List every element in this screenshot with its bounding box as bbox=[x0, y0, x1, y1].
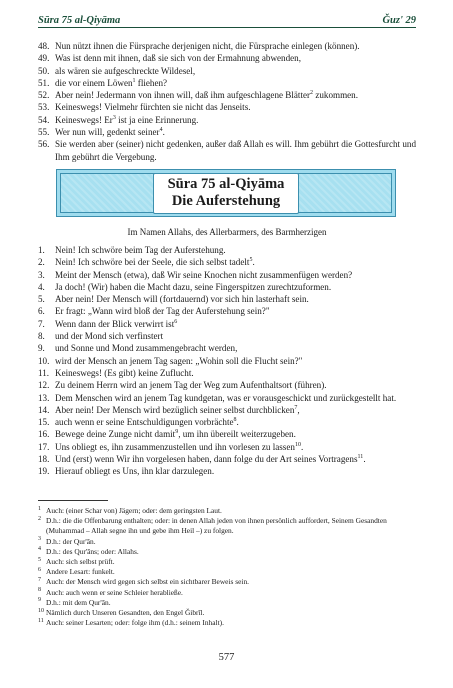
verse-text bbox=[55, 65, 416, 77]
verse-text bbox=[55, 293, 416, 305]
verse-text bbox=[55, 355, 416, 367]
verse-row bbox=[38, 416, 416, 428]
verse-row bbox=[38, 77, 416, 89]
verse-text bbox=[55, 269, 416, 281]
verse-text-segment: Was ist denn mit ihnen, daß sie sich von der Ermahnung abwenden, bbox=[55, 53, 302, 64]
verse-text bbox=[55, 126, 416, 138]
verse-row bbox=[38, 305, 416, 317]
verse-row bbox=[38, 52, 416, 64]
verse-number: 9. bbox=[38, 343, 45, 354]
verse-text bbox=[55, 52, 416, 64]
verse-text bbox=[55, 101, 416, 113]
verse-text-segment: fliehen? bbox=[135, 77, 168, 88]
verse-text-segment: auch wenn er seine Entschuldigungen vorbrächte bbox=[55, 417, 234, 428]
verse-text-segment: . bbox=[300, 441, 304, 452]
verse-text-segment: Wer nun will, gedenkt seiner bbox=[55, 127, 160, 138]
page-number: 577 bbox=[218, 652, 235, 663]
verse-text bbox=[55, 244, 416, 256]
verse-row bbox=[38, 392, 416, 404]
footnote-marker[interactable]: 1 bbox=[132, 77, 136, 84]
verse-number: 48. bbox=[38, 41, 50, 51]
footnote-text: Auch: auch wenn er seine Schleier herabließe. bbox=[46, 587, 183, 597]
footnote: 1 Auch: (einer Schar von) Jägern; oder: dem geringsten Laut. bbox=[38, 505, 222, 515]
footnote-marker[interactable]: 10 bbox=[294, 441, 301, 448]
footnote-marker[interactable]: 2 bbox=[310, 90, 314, 97]
verse-text-segment: als wären sie aufgeschreckte Wildesel, bbox=[55, 65, 196, 76]
verse-row bbox=[38, 293, 416, 305]
footnote: 6 Andere Lesart: funkelt. bbox=[38, 566, 115, 577]
verse-row bbox=[38, 89, 416, 101]
verse-number: 56. bbox=[38, 139, 50, 150]
verse-number: 6. bbox=[38, 306, 45, 317]
verse-text-segment: Zu deinem Herrn wird an jenem Tag der Weg zum Aufenthaltsort (führen). bbox=[55, 380, 327, 391]
footnote-marker[interactable]: 4 bbox=[159, 127, 163, 134]
verse-text-segment: Bewege deine Zunge nicht damit bbox=[55, 429, 176, 440]
footnote-text: Andere Lesart: funkelt. bbox=[46, 567, 115, 577]
footnote: 9 D.h.: mit dem Qur'ān. bbox=[38, 597, 111, 607]
verse-number: 7. bbox=[38, 318, 45, 329]
footnote: 10 Nämlich durch Unseren Gesandten, den Engel Ǧibrīl. bbox=[38, 607, 205, 618]
footnote-text: D.h.: mit dem Qur'ān. bbox=[46, 597, 111, 607]
verses-list-sura-75 bbox=[38, 244, 416, 478]
verse-number: 17. bbox=[38, 441, 50, 452]
verse-text-segment: Uns obliegt es, ihn zusammenzustellen und ihn vorlesen zu lassen bbox=[55, 441, 295, 452]
verse-text-segment: die vor einem Löwen bbox=[55, 77, 133, 88]
verse-text-segment: . bbox=[236, 417, 239, 428]
verse-row bbox=[38, 114, 416, 126]
sura-title-banner bbox=[56, 169, 396, 217]
verse-text-segment: Dem Menschen wird an jenem Tag kundgetan, was er vorausgeschickt und zurückgestellt hat. bbox=[55, 392, 397, 403]
verse-text bbox=[55, 404, 416, 416]
footnote-text: Auch: der Mensch wird gegen sich selbst ein sichtbarer Beweis sein. bbox=[46, 577, 249, 587]
verse-row bbox=[38, 65, 416, 77]
header-rule bbox=[38, 27, 416, 28]
footnote-marker[interactable]: 7 bbox=[294, 404, 298, 411]
verse-text bbox=[55, 305, 416, 317]
basmala: Im Namen Allahs, des Allerbarmers, des Barmherzigen bbox=[127, 227, 327, 237]
verse-number: 1. bbox=[38, 245, 45, 255]
verse-number: 3. bbox=[38, 269, 45, 280]
verse-text-segment: Aber nein! Der Mensch will (fortdauernd) vor sich hin lasterhaft sein. bbox=[55, 294, 309, 305]
verse-text-segment: Aber nein! Jedermann von ihnen will, daß ihm aufgeschlagene Blätter bbox=[55, 90, 311, 101]
verse-text-segment: Nun nützt ihnen die Fürsprache derjenigen nicht, die Fürsprache einlegen (können). bbox=[55, 41, 360, 51]
footnote-text: Auch: (einer Schar von) Jägern; oder: dem geringsten Laut. bbox=[46, 506, 222, 515]
verse-number: 49. bbox=[38, 53, 50, 64]
verse-text-segment: Keineswegs! Er bbox=[55, 114, 113, 125]
verse-text-segment: Meint der Mensch (etwa), daß Wir seine Knochen nicht zusammenfügen werden? bbox=[55, 269, 353, 280]
verse-row bbox=[38, 244, 416, 256]
verse-text-segment: Und (erst) wenn Wir ihn vorgelesen haben, dann folge du der Art seines Vortragens bbox=[55, 454, 358, 465]
verse-row bbox=[38, 126, 416, 138]
verse-text bbox=[55, 342, 416, 354]
banner-plate bbox=[153, 173, 300, 214]
footnotes-list bbox=[38, 506, 416, 628]
verse-text bbox=[55, 89, 416, 101]
verse-number: 54. bbox=[38, 114, 50, 125]
verse-row bbox=[38, 256, 416, 268]
verse-text-segment: , bbox=[297, 404, 300, 415]
verse-row bbox=[38, 281, 416, 293]
footnote: 7 Auch: der Mensch wird gegen sich selbst ein sichtbarer Beweis sein. bbox=[38, 576, 249, 587]
verse-text bbox=[55, 318, 416, 330]
running-header bbox=[38, 5, 416, 27]
verse-text-segment: zukommen. bbox=[313, 90, 359, 101]
verse-text-segment: . bbox=[162, 127, 165, 138]
footnote: 11 Auch: seiner Lesarten; oder: folge ihm (d.h.: seinem Inhalt). bbox=[38, 617, 224, 628]
verse-text bbox=[55, 367, 416, 379]
verse-text-segment: Sie werden aber (seiner) nicht gedenken, außer daß Allah es will. Ihm gebührt die Gottesfurcht und Ihm gebührt die Vergebung. bbox=[55, 139, 416, 162]
verse-text-segment: und der Mond sich verfinstert bbox=[55, 331, 164, 342]
verse-text bbox=[55, 281, 416, 293]
footnote-marker[interactable]: 9 bbox=[175, 429, 179, 436]
verse-text-segment: Er fragt: „Wann wird bloß der Tag der Auferstehung sein?" bbox=[55, 306, 270, 317]
verse-text bbox=[55, 330, 416, 342]
verse-row bbox=[38, 269, 416, 281]
banner-sura-title: Sūra 75 al-Qiyāma bbox=[167, 175, 285, 192]
verse-number: 16. bbox=[38, 429, 50, 440]
verse-text-segment: Keineswegs! (Es gibt) keine Zuflucht. bbox=[55, 367, 194, 378]
footnote-text: Auch: seiner Lesarten; oder: folge ihm (d.h.: seinem Inhalt). bbox=[46, 618, 224, 628]
verses-list-previous-sura bbox=[38, 40, 416, 163]
verse-text-segment: ist ja eine Erinnerung. bbox=[115, 114, 199, 125]
header-sura-title: Sūra 75 al-Qiyāma bbox=[38, 15, 121, 26]
footnote-marker[interactable]: 3 bbox=[112, 114, 116, 121]
verse-number: 13. bbox=[38, 392, 50, 403]
verse-row bbox=[38, 330, 416, 342]
verse-row bbox=[38, 367, 416, 379]
verse-number: 52. bbox=[38, 90, 50, 101]
verse-row bbox=[38, 379, 416, 391]
verse-text-segment: Nein! Ich schwöre beim Tag der Auferstehung. bbox=[55, 245, 226, 255]
verse-text bbox=[55, 416, 416, 428]
verse-number: 12. bbox=[38, 380, 50, 391]
footnote-marker[interactable]: 6 bbox=[174, 318, 178, 325]
verse-number: 8. bbox=[38, 331, 45, 342]
verse-number: 14. bbox=[38, 404, 50, 415]
verse-row bbox=[38, 342, 416, 354]
verse-text-segment: . bbox=[252, 257, 255, 268]
footnote-text: D.h.: die die Offenbarung enthalten; oder: in denen Allah jeden von ihnen persönlich auffordert, Seinem Gesandten (Muhammad – Allah segne ihn und gebe ihm Heil –) zu folgen. bbox=[46, 516, 387, 536]
verse-number: 18. bbox=[38, 454, 50, 465]
verse-number: 15. bbox=[38, 417, 50, 428]
banner-ornament-frame bbox=[60, 173, 392, 213]
verse-text-segment: , um ihn übereilt weiterzugeben. bbox=[178, 429, 296, 440]
verse-text-segment: Keineswegs! Vielmehr fürchten sie nicht das Jenseits. bbox=[55, 102, 251, 113]
verse-row bbox=[38, 138, 416, 163]
verse-text-segment: . bbox=[363, 454, 366, 465]
footnote: 2 D.h.: die die Offenbarung enthalten; oder: in denen Allah jeden von ihnen persönlich auffordert, Seinem Gesandten (Muhammad – Allah segne ihn und gebe ihm Heil –) zu folgen. bbox=[38, 515, 387, 536]
verse-row bbox=[38, 40, 416, 52]
verse-number: 53. bbox=[38, 102, 50, 113]
footnote-text: Auch: sich selbst prüft. bbox=[46, 557, 115, 567]
footnote-separator bbox=[38, 500, 108, 501]
verse-number: 4. bbox=[38, 281, 45, 292]
verse-text-segment: und Sonne und Mond zusammengebracht werden, bbox=[55, 343, 238, 354]
verse-text-segment: Hierauf obliegt es Uns, ihn klar darzulegen. bbox=[55, 466, 215, 477]
verse-text-segment: wird der Mensch an jenem Tag sagen: „Wohin soll die Flucht sein?" bbox=[55, 355, 303, 366]
verse-text-segment: Wenn dann der Blick verwirrt ist bbox=[55, 318, 175, 329]
verse-number: 55. bbox=[38, 127, 50, 138]
footnote: 4 D.h.: des Qur'āns; oder: Allahs. bbox=[38, 546, 139, 556]
footnote-text: D.h.: des Qur'āns; oder: Allahs. bbox=[46, 546, 139, 556]
verse-text bbox=[55, 453, 416, 465]
verse-row bbox=[38, 355, 416, 367]
verse-text bbox=[55, 256, 416, 268]
verse-text-segment: Aber nein! Der Mensch wird bezüglich seiner selbst durchblicken bbox=[55, 404, 295, 415]
footnote: 3 D.h.: der Qur'ān. bbox=[38, 536, 96, 546]
footnote-text: Nämlich durch Unseren Gesandten, den Engel Ǧibrīl. bbox=[46, 608, 205, 618]
verse-number: 19. bbox=[38, 466, 50, 477]
header-juz-number: Ǧuz' 29 bbox=[382, 15, 416, 26]
verse-text bbox=[55, 465, 416, 477]
verse-text-segment: Ja doch! (Wir) haben die Macht dazu, seine Fingerspitzen zurechtzuformen. bbox=[55, 281, 332, 292]
verse-number: 10. bbox=[38, 355, 50, 366]
verse-row bbox=[38, 428, 416, 440]
verse-row bbox=[38, 101, 416, 113]
verse-text bbox=[55, 40, 416, 52]
verse-row bbox=[38, 441, 416, 453]
verse-text bbox=[55, 77, 416, 89]
verse-text bbox=[55, 392, 416, 404]
verse-text bbox=[55, 138, 416, 163]
verse-text-segment: Nein! Ich schwöre bei der Seele, die sich selbst tadelt bbox=[55, 257, 250, 268]
footnote-text: D.h.: der Qur'ān. bbox=[46, 536, 96, 546]
verse-row bbox=[38, 453, 416, 465]
footnote: 8 Auch: auch wenn er seine Schleier herabließe. bbox=[38, 587, 183, 597]
footnote-marker[interactable]: 5 bbox=[249, 257, 253, 264]
banner-sura-subtitle: Die Auferstehung bbox=[171, 192, 281, 209]
verse-row bbox=[38, 465, 416, 477]
verse-number: 51. bbox=[38, 77, 50, 88]
verse-text bbox=[55, 428, 416, 440]
verse-number: 5. bbox=[38, 294, 45, 305]
footnote-marker[interactable]: 11 bbox=[357, 454, 364, 461]
verse-text bbox=[55, 441, 416, 453]
verse-number: 11. bbox=[38, 367, 50, 378]
verse-text bbox=[55, 379, 416, 391]
verse-row bbox=[38, 318, 416, 330]
footnote: 5 Auch: sich selbst prüft. bbox=[38, 556, 115, 567]
verse-number: 2. bbox=[38, 257, 45, 268]
verse-text bbox=[55, 114, 416, 126]
verse-number: 50. bbox=[38, 65, 50, 76]
verse-row bbox=[38, 404, 416, 416]
footnote-marker[interactable]: 8 bbox=[233, 417, 237, 424]
